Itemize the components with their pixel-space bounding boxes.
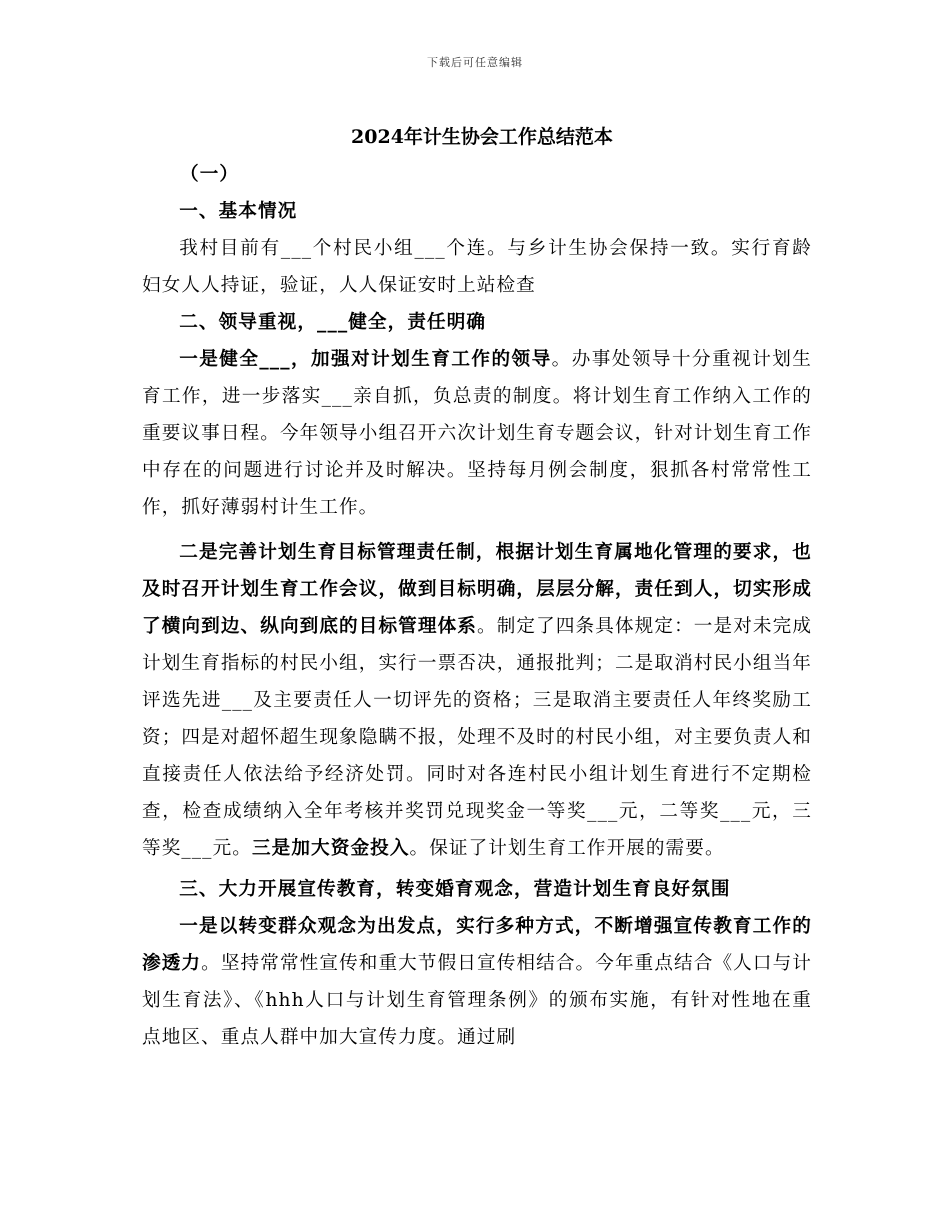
section-2-paragraph-2-text-2: 。保证了计划生育工作开展的需要。 [409,838,725,859]
section-3-paragraph-1-text: 。坚持常常性宣传和重大节假日宣传相结合。今年重点结合《人口与计划生育法》、《hhh人口与计划生育管理条例》的颁布实施，有针对性地在重点地区、重点人群中加大宣传力度。通过刷 [142,953,812,1048]
section-3-paragraph-1 [142,908,812,1056]
section-1-heading: 一、基本情况 [179,201,298,222]
section-2-heading: 二、领导重视，___健全，责任明确 [179,312,487,333]
section-2-paragraph-2-lead: 二是完善计划生育目标管理责任制，根据计划生育属地化管理的要求，也及时召开计划生育工作会议，做到目标明确，层层分解，责任到人，切实形成了横向到边、纵向到底的目标管理体系 [142,542,812,637]
section-3-heading: 三、大力开展宣传教育，转变婚育观念，营造计划生育良好氛围 [179,879,731,900]
section-1-paragraph: 我村目前有___个村民小组___个连。与乡计生协会保持一致。实行育龄妇女人人持证，验证，人人保证安时上站检查 [142,238,812,296]
section-2-paragraph-2 [142,534,812,867]
section-2-paragraph-1 [142,341,812,526]
part-label: （一） [180,164,240,185]
document-title: 2024年计生协会工作总结范本 [351,126,613,148]
document-body [142,120,812,1056]
section-2-paragraph-1-text: 。办事处领导十分重视计划生育工作，进一步落实___亲自抓，负总责的制度。将计划生育工作纳入工作的重要议事日程。今年领导小组召开六次计划生育专题会议，针对计划生育工作中存在的问题进行讨论并及时解决。坚持每月例会制度，狠抓各村常常性工作，抓好薄弱村计生工作。 [142,349,812,518]
header-note: 下载后可任意编辑 [427,56,523,69]
section-3-paragraph-1-lead: 一是以转变群众观念为出发点，实行多种方式，不断增强宣传教育工作的渗透力 [142,916,812,974]
section-2-paragraph-2-lead-2: 三是加大资金投入 [251,838,410,859]
section-2-paragraph-1-lead: 一是健全___，加强对计划生育工作的领导 [179,349,552,370]
section-2-paragraph-2-text: 。制定了四条具体规定：一是对未完成计划生育指标的村民小组，实行一票否决，通报批判；二是取消村民小组当年评选先进___及主要责任人一切评先的资格；三是取消主要责任人年终奖励工资；四是对超怀超生现象隐瞒不报，处理不及时的村民小组，对主要负责人和直接责任人依法给予经济处罚。同时对各连村民小组计划生育进行不定期检查，检查成绩纳入全年考核并奖罚兑现奖金一等奖___元，二等奖___元，三等奖___元。 [142,616,813,859]
